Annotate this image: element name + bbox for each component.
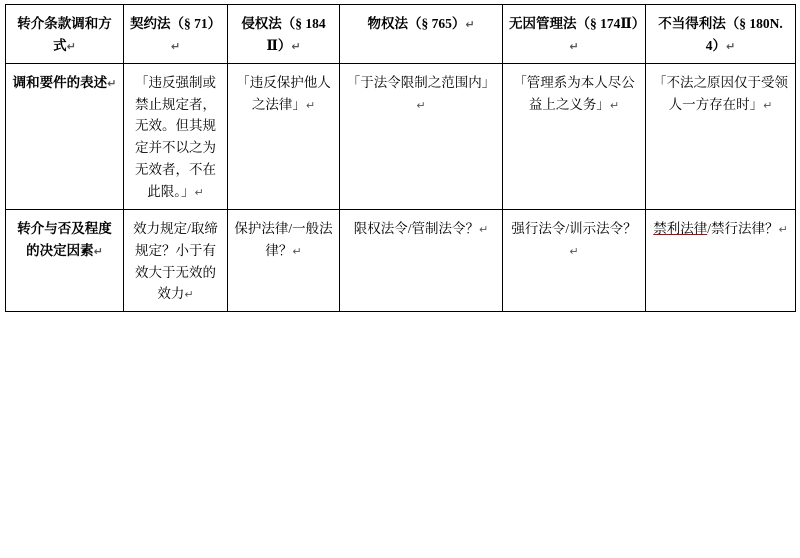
- cell-factors-contract-law: [124, 209, 228, 311]
- table-header-row: [6, 5, 796, 64]
- header-text: 不当得利法（§ 180N. 4）: [658, 16, 783, 53]
- cell-text-underlined: 禁利法律: [653, 220, 708, 236]
- cell-requirement-property-law: [340, 63, 503, 209]
- paragraph-mark: ↵: [416, 98, 426, 112]
- column-header-negotiorum-gestio-law: [503, 5, 646, 64]
- paragraph-mark: ↵: [66, 39, 76, 53]
- paragraph-mark: ↵: [184, 288, 194, 302]
- cell-text: 效力规定/取缔规定？小于有效大于无效的效力: [133, 220, 218, 302]
- paragraph-mark: ↵: [107, 76, 117, 90]
- cell-text: 「管理系为本人尽公益上之义务」: [513, 74, 635, 112]
- cell-factors-negotiorum-gestio-law: [503, 209, 646, 311]
- paragraph-mark: ↵: [778, 222, 788, 236]
- paragraph-mark: ↵: [569, 244, 579, 258]
- table-row: [6, 63, 796, 209]
- row-label-text: 调和要件的表述: [12, 74, 108, 90]
- paragraph-mark: ↵: [763, 98, 773, 112]
- paragraph-mark: ↵: [291, 39, 301, 53]
- paragraph-mark: ↵: [93, 244, 103, 258]
- cell-text: 「于法令限制之范围内」: [346, 74, 496, 90]
- column-header-tort-law: [228, 5, 340, 64]
- paragraph-mark: ↵: [569, 39, 579, 53]
- document-page: [0, 4, 800, 558]
- paragraph-mark: ↵: [609, 98, 620, 112]
- paragraph-mark: ↵: [479, 222, 489, 236]
- column-header-unjust-enrichment-law: [646, 5, 796, 64]
- column-header-contract-law: [124, 5, 228, 64]
- cell-text: 「违反保护他人之法律」: [236, 74, 331, 112]
- header-text: 契约法（§ 71）: [130, 16, 222, 31]
- paragraph-mark: ↵: [170, 39, 181, 53]
- cell-requirement-tort-law: [228, 63, 340, 209]
- cell-factors-property-law: [340, 209, 503, 311]
- paragraph-mark: ↵: [194, 186, 204, 200]
- cell-requirement-unjust-enrichment-law: [646, 63, 796, 209]
- row-label-decisive-factors: [6, 209, 124, 311]
- header-text: 无因管理法（§ 174Ⅱ）: [509, 16, 646, 31]
- cell-text: 保护法律/一般法律？: [234, 220, 333, 258]
- row-label-text: 转介与否及程度的决定因素: [17, 220, 112, 258]
- header-text: 转介条款调和方式: [17, 16, 112, 53]
- cell-text: 「违反强制或禁止规定者，无效。但其规定并不以之为无效者，不在此限。」: [135, 74, 216, 200]
- header-text: 物权法（§ 765）: [367, 16, 466, 31]
- paragraph-mark: ↵: [305, 98, 316, 112]
- cell-text: 限权法令/管制法令？: [353, 220, 480, 236]
- comparison-table: [5, 4, 796, 312]
- paragraph-mark: ↵: [292, 244, 302, 258]
- paragraph-mark: ↵: [726, 39, 736, 53]
- cell-text: 强行法令/训示法令？: [511, 220, 637, 236]
- cell-factors-tort-law: [228, 209, 340, 311]
- cell-requirement-contract-law: [124, 63, 228, 209]
- row-label-requirement-wording: [6, 63, 124, 209]
- table-row: [6, 209, 796, 311]
- cell-requirement-negotiorum-gestio-law: [503, 63, 646, 209]
- cell-text-rest: /禁行法律？: [707, 220, 779, 236]
- paragraph-mark: ↵: [465, 18, 475, 31]
- column-header-property-law: [340, 5, 503, 64]
- cell-text: 「不法之原因仅于受领人一方存在时」: [653, 74, 788, 112]
- cell-factors-unjust-enrichment-law: [646, 209, 796, 311]
- column-header-method: [6, 5, 124, 64]
- header-text: 侵权法（§ 184Ⅱ）: [241, 16, 326, 53]
